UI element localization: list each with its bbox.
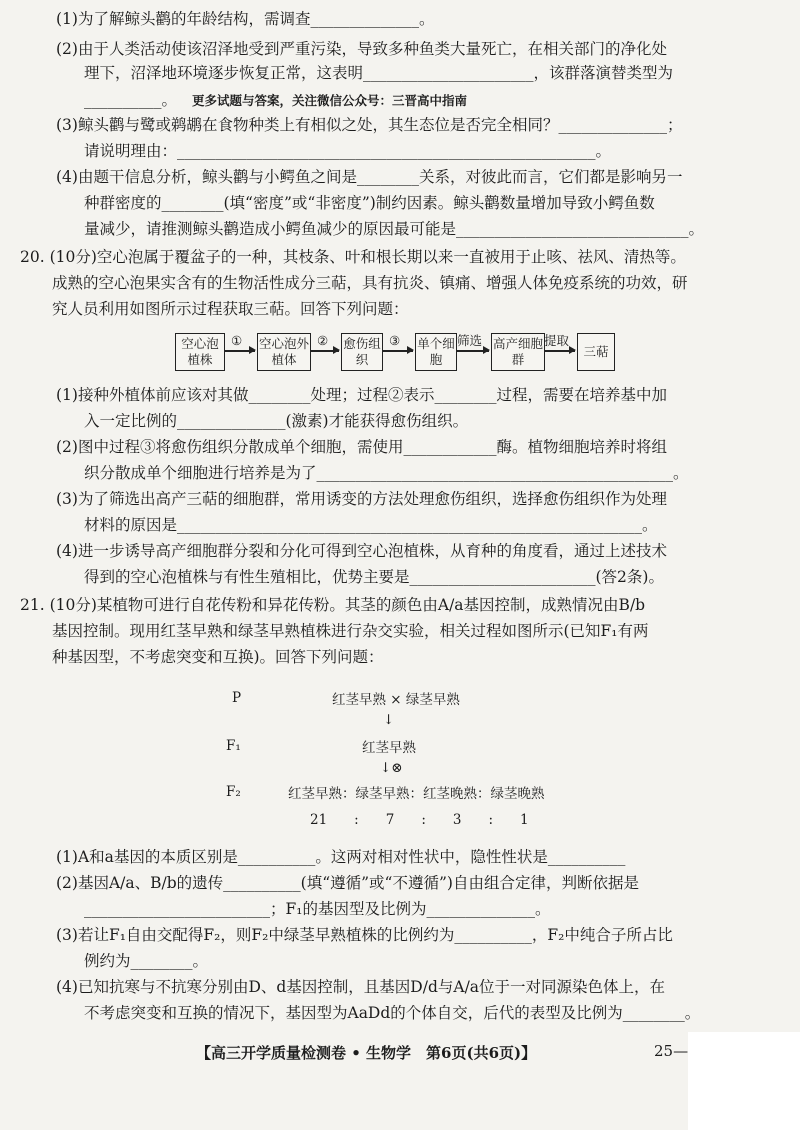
q20-part3-line2: 材料的原因是____________________________________________________________。 (84, 516, 658, 534)
cross-arrow-down-icon: ↓ (383, 712, 395, 728)
cross-label-f2: F₂ (226, 784, 241, 800)
q21-part1: (1)A和a基因的本质区别是__________。这两对相对性状中，隐性性状是__________ (56, 848, 626, 866)
flow-arrow-4 (457, 350, 489, 352)
q20-part1-line1: (1)接种外植体前应该对其做________处理；过程②表示________过程，需要在培养基中加 (56, 386, 667, 404)
page-footer-code: 25— (654, 1042, 689, 1060)
q20-part4-line2: 得到的空心泡植株与有性生殖相比，优势主要是________________________(答2条)。 (84, 568, 664, 586)
flow-box-callus: 愈伤组织 (341, 333, 383, 371)
q20-part2-line2: 织分散成单个细胞进行培养是为了______________________________________________。 (84, 464, 689, 482)
flow-arrow-3 (383, 350, 413, 352)
q19-part4-line3: 量减少，请推测鲸头鹳造成小鳄鱼减少的原因最可能是______________________________。 (84, 220, 705, 238)
q19-part2-line3 (84, 89, 760, 112)
q20-intro-line3: 究人员利用如图所示过程获取三萜。回答下列问题： (52, 300, 409, 318)
q19-part1: (1)为了解鲸头鹳的年龄结构，需调查______________。 (56, 10, 435, 28)
flow-box-explant: 空心泡外植体 (257, 333, 311, 371)
q21-intro-line1: 21. (10分)某植物可进行自花传粉和异花传粉。其茎的颜色由A/a基因控制，成熟情况由B/b (20, 596, 646, 614)
q19-part3-line2: 请说明理由：______________________________________________________。 (84, 142, 612, 160)
q21-part3-line2: 例约为________。 (84, 952, 209, 970)
q21-intro-line2: 基因控制。现用红茎早熟和绿茎早熟植株进行杂交实验，相关过程如图所示(已知F₁有两 (52, 622, 649, 640)
q21-part4-line1: (4)已知抗寒与不抗寒分别由D、d基因控制，且基因D/d与A/a位于一对同源染色体上，在 (56, 978, 666, 996)
q19-part2-blank: __________。 (84, 91, 178, 109)
promo-text: 更多试题与答案，关注微信公众号：三晋高中指南 (191, 93, 467, 108)
flow-box-high-yield: 高产细胞群 (491, 333, 545, 371)
flow-box-single-cell: 单个细胞 (415, 333, 457, 371)
page-footer-title: 【高三开学质量检测卷 • 生物学 第6页(共6页)】 (196, 1044, 537, 1062)
flow-box-plant: 空心泡植株 (175, 333, 225, 371)
q19-part2-line1: (2)由于人类活动使该沼泽地受到严重污染，导致多种鱼类大量死亡，在相关部门的净化处 (56, 40, 667, 58)
q19-part2-line2: 理下，沼泽地环境逐步恢复正常，这表明______________________，该群落演替类型为 (84, 64, 674, 82)
flow-label-3: ③ (389, 333, 401, 348)
flow-arrow-2 (311, 350, 339, 352)
q19-part4-line2: 种群密度的________(填“密度”或“非密度”)制约因素。鲸头鹳数量增加导致小鳄鱼数 (84, 194, 655, 212)
flow-label-2: ② (317, 333, 329, 348)
q20-intro-line2: 成熟的空心泡果实含有的生物活性成分三萜，具有抗炎、镇痛、增强人体免疫系统的功效，研 (52, 274, 688, 292)
q19-part3-line1: (3)鲸头鹳与鹭或鹈鹕在食物种类上有相似之处，其生态位是否完全相同？______________； (56, 116, 683, 134)
q21-part2-line1: (2)基因A/a、B/b的遗传__________(填“遵循”或“不遵循”)自由组合定律，判断依据是 (56, 874, 639, 892)
q20-intro-line1: 20. (10分)空心泡属于覆盆子的一种，其枝条、叶和根长期以来一直被用于止咳、祛风、清热等。 (20, 248, 686, 266)
cross-f2-phenotypes: 红茎早熟：绿茎早熟：红茎晚熟：绿茎晚熟 (288, 786, 545, 802)
q21-intro-line3: 种基因型，不考虑突变和互换)。回答下列问题： (52, 648, 384, 666)
cross-parents: 红茎早熟 × 绿茎早熟 (332, 692, 460, 708)
q20-part1-line2: 入一定比例的______________(激素)才能获得愈伤组织。 (84, 412, 469, 430)
flow-box-triterpene: 三萜 (577, 333, 615, 371)
page-corner-blank (688, 1032, 800, 1130)
cross-label-f1: F₁ (226, 738, 241, 754)
q19-part4-line1: (4)由题干信息分析，鲸头鹳与小鳄鱼之间是________关系，对彼此而言，它们都是影响另一 (56, 168, 683, 186)
process-flow-diagram (175, 333, 615, 373)
q20-part3-line1: (3)为了筛选出高产三萜的细胞群，常用诱变的方法处理愈伤组织，选择愈伤组织作为处理 (56, 490, 667, 508)
q21-part3-line1: (3)若让F₁自由交配得F₂，则F₂中绿茎早熟植株的比例约为__________，F₂中纯合子所占比 (56, 926, 673, 944)
cross-label-p: P (232, 690, 242, 706)
flow-label-4: 筛选 (457, 333, 483, 348)
flow-label-1: ① (231, 333, 243, 348)
flow-label-5: 提取 (544, 333, 570, 348)
cross-selfing-icon: ↓⊗ (380, 760, 403, 776)
q20-part4-line1: (4)进一步诱导高产细胞群分裂和分化可得到空心泡植株，从育种的角度看，通过上述技术 (56, 542, 667, 560)
cross-f1-phenotype: 红茎早熟 (362, 740, 416, 756)
flow-arrow-5 (545, 350, 575, 352)
cross-f2-ratio: 21 : 7 : 3 : 1 (310, 812, 529, 828)
flow-arrow-1 (225, 350, 255, 352)
q21-part2-line2: ________________________；F₁的基因型及比例为______________。 (84, 900, 551, 918)
q20-part2-line1: (2)图中过程③将愈伤组织分散成单个细胞，需使用____________酶。植物细胞培养时将组 (56, 438, 667, 456)
q21-part4-line2: 不考虑突变和互换的情况下，基因型为AaDd的个体自交，后代的表型及比例为________。 (84, 1004, 701, 1022)
